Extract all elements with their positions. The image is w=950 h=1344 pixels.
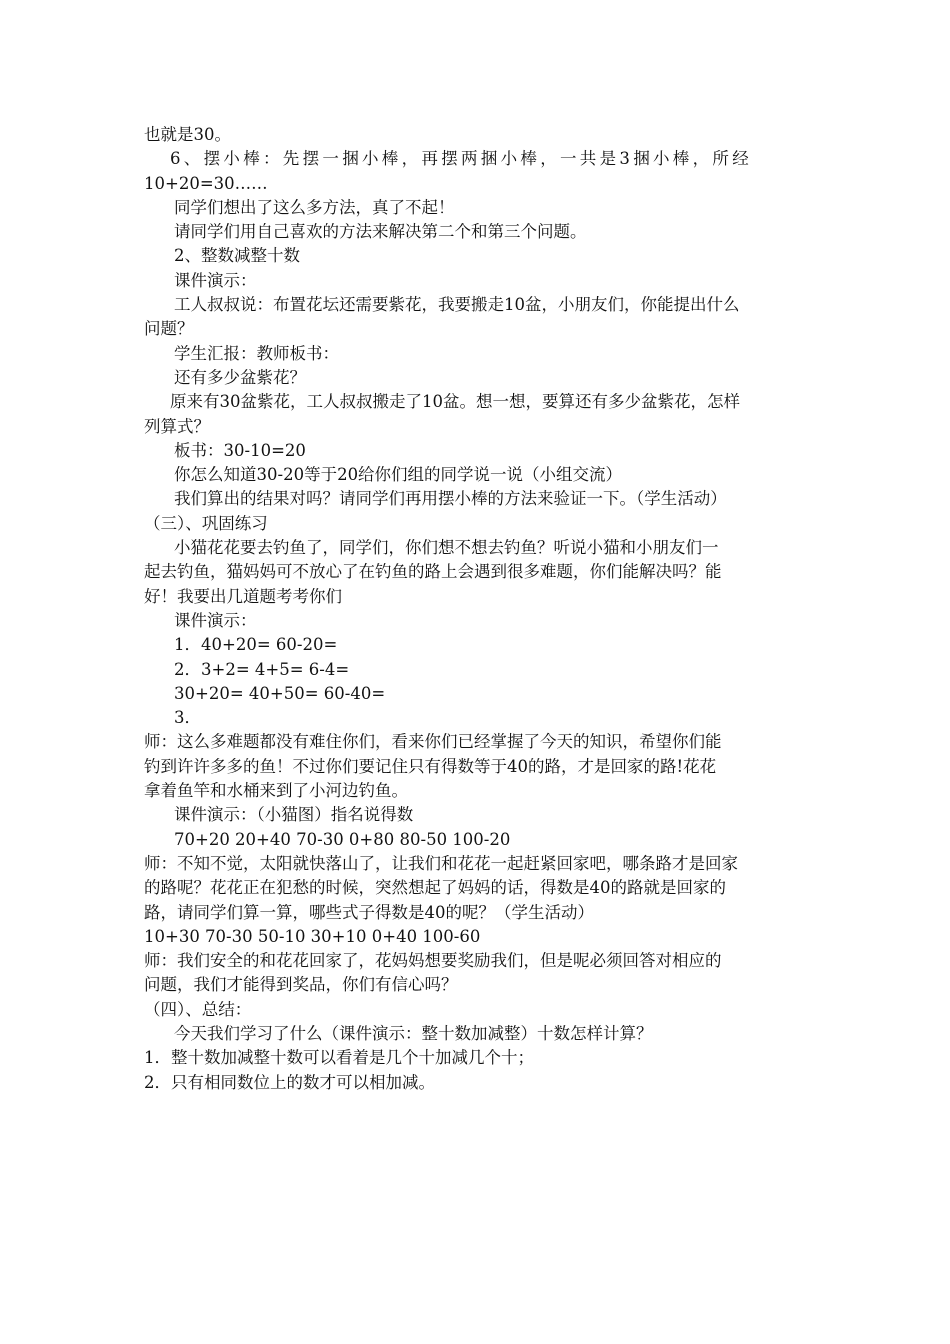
text-line: 原来有30盆紫花，工人叔叔搬走了10盆。想一想，要算还有多少盆紫花，怎样 — [170, 392, 740, 412]
exercise-line: 1．40+20= 60-20= — [174, 635, 338, 655]
exercise-line: 2．3+2= 4+5= 6-4= — [174, 659, 350, 679]
text-line: 学生汇报：教师板书： — [174, 343, 339, 363]
text-line: 课件演示： — [174, 610, 257, 630]
text-line: 师：不知不觉，太阳就快落山了，让我们和花花一起赶紧回家吧，哪条路才是回家 — [144, 853, 738, 873]
text-line: 好！我要出几道题考考你们 — [144, 586, 342, 606]
text-line: 拿着鱼竿和水桶来到了小河边钓鱼。 — [144, 781, 408, 801]
text-line: 板书：30-10=20 — [174, 440, 306, 460]
text-line: 请同学们用自己喜欢的方法来解决第二个和第三个问题。 — [174, 222, 587, 242]
text-line: 6、摆小棒：先摆一捆小棒，再摆两捆小棒，一共是3捆小棒，所经 — [170, 149, 752, 169]
text-line: 列算式？ — [144, 416, 210, 436]
exercise-line: 70+20 20+40 70-30 0+80 80-50 100-20 — [174, 829, 511, 849]
text-line: 问题，我们才能得到奖品，你们有信心吗？ — [144, 975, 458, 995]
text-line: 小猫花花要去钓鱼了，同学们，你们想不想去钓鱼？听说小猫和小朋友们一 — [174, 538, 719, 558]
text-line: 也就是30。 — [144, 125, 231, 144]
list-item: 2．只有相同数位上的数才可以相加减。 — [144, 1072, 435, 1092]
text-line: 课件演示： — [174, 270, 257, 290]
text-line: 我们算出的结果对吗？请同学们再用摆小棒的方法来验证一下。（学生活动） — [174, 489, 727, 509]
section-heading: （四）、总结： — [144, 999, 252, 1019]
document-body — [144, 123, 808, 1095]
exercise-line: 10+30 70-30 50-10 30+10 0+40 100-60 — [144, 926, 481, 946]
section-heading: 2、整数减整十数 — [174, 246, 300, 266]
section-heading: （三）、巩固练习 — [144, 513, 268, 533]
text-line: 钓到许许多多的鱼！不过你们要记住只有得数等于40的路，才是回家的路!花花 — [144, 756, 717, 776]
text-line: 师：这么多难题都没有难住你们，看来你们已经掌握了今天的知识，希望你们能 — [144, 732, 722, 752]
text-line: 师：我们安全的和花花回家了，花妈妈想要奖励我们，但是呢必须回答对相应的 — [144, 951, 722, 971]
exercise-line: 3． — [174, 708, 201, 728]
text-line: 工人叔叔说：布置花坛还需要紫花，我要搬走10盆，小朋友们，你能提出什么 — [174, 295, 740, 315]
exercise-line: 30+20= 40+50= 60-40= — [174, 683, 386, 703]
text-line: 课件演示：（小猫图）指名说得数 — [174, 805, 414, 825]
text-line: 你怎么知道30-20等于20给你们组的同学说一说（小组交流） — [174, 465, 623, 485]
list-item: 1．整十数加减整十数可以看着是几个十加减几个十； — [144, 1048, 534, 1068]
text-line: 路，请同学们算一算，哪些式子得数是40的呢？（学生活动） — [144, 902, 594, 922]
text-line: 今天我们学习了什么（课件演示：整十数加减整）十数怎样计算？ — [174, 1023, 653, 1043]
text-line: 的路呢？花花正在犯愁的时候，突然想起了妈妈的话，得数是40的路就是回家的 — [144, 878, 726, 898]
text-line: 10+20=30…… — [144, 173, 268, 193]
text-line: 问题？ — [144, 319, 194, 339]
text-line: 同学们想出了这么多方法，真了不起！ — [174, 197, 455, 217]
text-line: 起去钓鱼，猫妈妈可不放心了在钓鱼的路上会遇到很多难题，你们能解决吗？能 — [144, 562, 722, 582]
text-line: 还有多少盆紫花？ — [174, 367, 306, 387]
